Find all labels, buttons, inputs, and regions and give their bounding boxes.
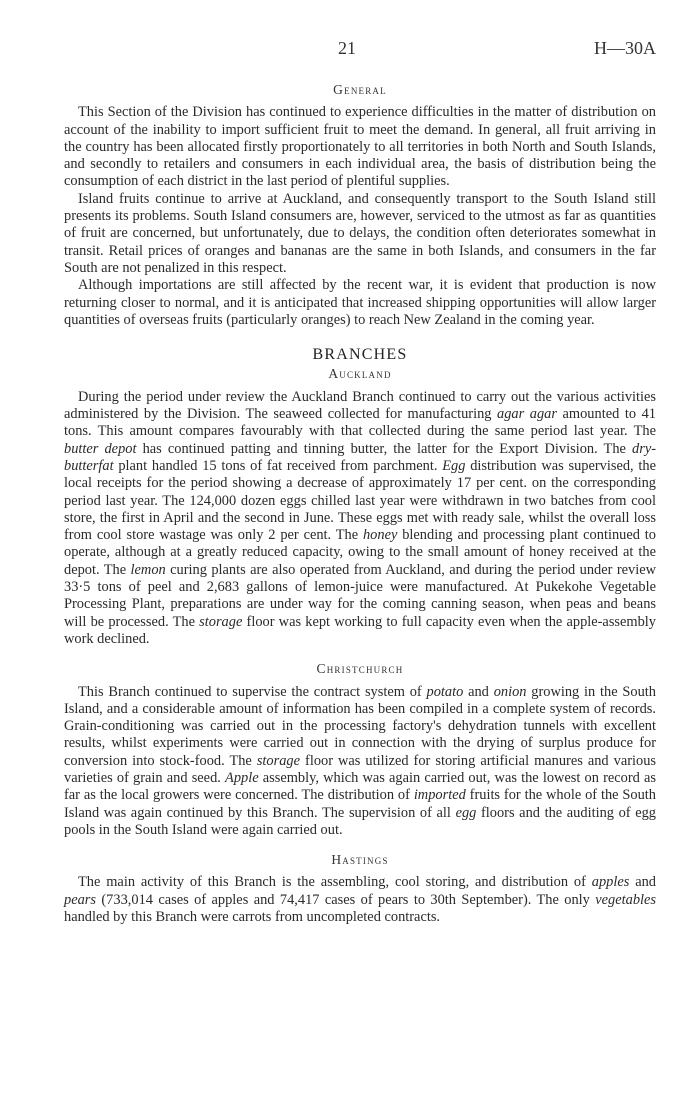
italic-term: Egg bbox=[442, 457, 466, 474]
italic-term: pears bbox=[64, 891, 96, 908]
hastings-paragraph: The main activity of this Branch is the assembling, cool storing, and distribution of apples and pears (733,014 cases of apples and 74,417 cases of pears to 30th September). The only vegetables handled by this Branch were carrots from uncompleted contracts. bbox=[64, 874, 656, 926]
italic-term: storage bbox=[199, 613, 243, 630]
italic-term: dry-butterfat bbox=[64, 440, 657, 474]
italic-term: butter depot bbox=[64, 440, 137, 457]
italic-term: honey bbox=[362, 527, 398, 544]
italic-term: vegetables bbox=[595, 891, 656, 908]
general-paragraph-1: This Section of the Division has continued to experience difficulties in the matter of distribution on account of the inability to import sufficient fruit to meet the demand. In general, all fruit arriving in the country has been allocated firstly proportionately to all territories in both North and South Islands, and secondly to retailers and consumers in each individual area, the basis of distribution being the consumption of each district in the last period of plentiful supplies. bbox=[64, 104, 656, 190]
section-title-general: General bbox=[333, 82, 387, 97]
page-header bbox=[64, 0, 656, 60]
christchurch-paragraph: This Branch continued to supervise the contract system of potato and onion growing in the South Island, and a considerable amount of information has been compiled in a complete system of records. Grain-conditioning was carried out in the processing factory's dehydration tunnels with excellent results, whilst experiments were carried out in connection with the drying of surplus produce for conversion into stock-food. The storage floor was utilized for storing artificial manures and various varieties of grain and seed. Apple assembly, which was again carried out, was the lowest on record as far as the local growers were concerned. The distribution of imported fruits for the whole of the South Island was again continued by this Branch. The supervision of all egg floors and the auditing of egg pools in the South Island were again carried out. bbox=[64, 683, 657, 838]
italic-term: agar agar bbox=[497, 406, 557, 423]
italic-term: lemon bbox=[130, 561, 166, 578]
document-code: H—30A bbox=[594, 38, 656, 58]
general-paragraph-3: Although importations are still affected by the recent war, it is evident that production is now returning closer to normal, and it is anticipated that increased shipping opportunities will allow larger quantities of overseas fruits (particularly oranges) to reach New Zealand in the coming year. bbox=[64, 277, 656, 328]
section-title-hastings: Hastings bbox=[331, 852, 389, 868]
italic-term: imported bbox=[413, 787, 466, 804]
section-title-christchurch: Christchurch bbox=[316, 661, 404, 677]
italic-term: potato bbox=[426, 683, 464, 700]
italic-term: storage bbox=[256, 752, 301, 769]
italic-term: egg bbox=[455, 804, 477, 821]
page-number: 21 bbox=[338, 38, 356, 58]
italic-term: apples bbox=[591, 874, 630, 891]
auckland-paragraph: During the period under review the Auckland Branch continued to carry out the various activities administered by the Division. The seaweed collected for manufacturing agar agar amounted to 41 tons. This amount compares favourably with that collected during the same period last year. The butter depot has continued patting and tinning butter, the latter for the Export Division. The dry-butterfat plant handled 15 tons of fat received from parchment. Egg distribution was supervised, the local receipts for the period showing a decrease of approximately 17 per cent. on the corresponding period last year. The 124,000 dozen eggs chilled last year were withdrawn in two batches from cool store, the first in April and the second in June. These eggs met with ready sale, whilst the overall loss from cool store wastage was only 2 per cent. The honey blending and processing plant continued to operate, although at a greatly reduced capacity, owing to the small amount of honey received at the depot. The lemon curing plants are also operated from Auckland, and during the period under review 33·5 tons of peel and 2,683 gallons of lemon-juice were manufactured. At Pukekohe Vegetable Processing Plant, preparations are under way for the coming canning season, when peas and beans will be processed. The storage floor was kept working to full capacity even when the apple-assembly work declined. bbox=[64, 388, 657, 647]
general-paragraph-2: Island fruits continue to arrive at Auckland, and consequently transport to the South Island still presents its problems. South Island consumers are, however, serviced to the utmost as far as quantities of fruit are concerned, but unfortunately, due to delays, the condition often deteriorates somewhat in transit. Retail prices of oranges and bananas are the same in both Islands, and consumers in the far South are not penalized in this respect. bbox=[64, 190, 656, 276]
italic-term: onion bbox=[493, 683, 527, 700]
italic-term: Apple bbox=[225, 769, 259, 786]
branches-heading: BRANCHES bbox=[312, 346, 408, 364]
section-title-auckland: Auckland bbox=[328, 366, 392, 382]
